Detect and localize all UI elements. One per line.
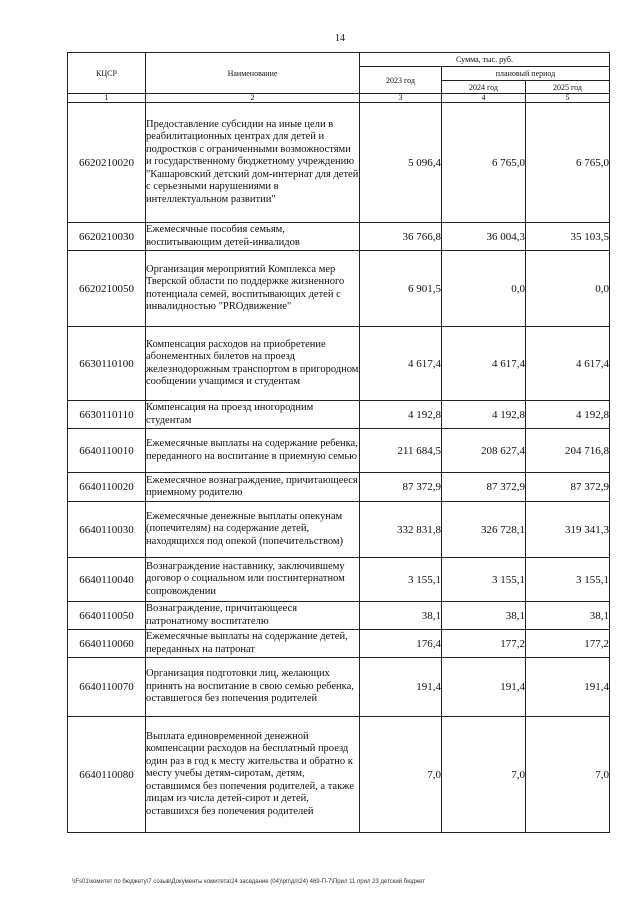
- row-name: Организация подготовки лиц, желающих принять на воспитание в свою семью ребенка, оставшегося без попечения родителей: [146, 658, 360, 717]
- row-code: 6620210030: [68, 223, 146, 251]
- row-value-2024: 4 617,4: [442, 327, 526, 401]
- row-value-2024: 0,0: [442, 251, 526, 327]
- header-code: КЦСР: [68, 53, 146, 94]
- table-row: [68, 473, 610, 502]
- table-row: [68, 327, 610, 401]
- table-row: [68, 630, 610, 658]
- row-value-2025: 4 617,4: [526, 327, 610, 401]
- row-value-2023: 191,4: [360, 658, 442, 717]
- document-file-path: \\Fs01\комитет по бюджету\7 созыв\Документы комитета\24 заседание (04)\рп\дп\24) 469-П-7\Прил 11 прил 23 детский бюджет: [72, 879, 425, 885]
- column-number: 3: [360, 94, 442, 103]
- row-value-2024: 208 627,4: [442, 429, 526, 473]
- row-name: Организация мероприятий Комплекса мер Тверской области по поддержке жизненного потенциала семей, воспитывающих детей с инвалидностью "PROдвижение": [146, 251, 360, 327]
- row-name: Ежемесячное вознаграждение, причитающееся приемному родителю: [146, 473, 360, 502]
- page-number: 14: [335, 33, 345, 44]
- row-value-2024: 191,4: [442, 658, 526, 717]
- row-name: Вознаграждение, причитающееся патронатному воспитателю: [146, 602, 360, 630]
- row-code: 6640110050: [68, 602, 146, 630]
- table-row: [68, 558, 610, 602]
- row-code: 6620210050: [68, 251, 146, 327]
- row-value-2024: 177,2: [442, 630, 526, 658]
- row-value-2023: 176,4: [360, 630, 442, 658]
- table-row: [68, 658, 610, 717]
- row-value-2023: 211 684,5: [360, 429, 442, 473]
- header-year-2023: 2023 год: [360, 67, 442, 94]
- row-code: 6640110060: [68, 630, 146, 658]
- row-value-2023: 332 831,8: [360, 502, 442, 558]
- row-code: 6630110100: [68, 327, 146, 401]
- row-value-2025: 204 716,8: [526, 429, 610, 473]
- row-code: 6630110110: [68, 401, 146, 429]
- header-sum: Сумма, тыс. руб.: [360, 53, 610, 67]
- row-value-2025: 35 103,5: [526, 223, 610, 251]
- header-name: Наименование: [146, 53, 360, 94]
- column-number: 2: [146, 94, 360, 103]
- row-name: Вознаграждение наставнику, заключившему договор о социальном или постинтернатном сопровождении: [146, 558, 360, 602]
- header-planned-period: плановый период: [442, 67, 610, 81]
- row-name: Ежемесячные выплаты на содержание ребенка, переданного на воспитание в приемную семью: [146, 429, 360, 473]
- row-name: Компенсация на проезд иногородним студентам: [146, 401, 360, 429]
- row-name: Ежемесячные пособия семьям, воспитывающим детей-инвалидов: [146, 223, 360, 251]
- row-value-2023: 5 096,4: [360, 103, 442, 223]
- row-value-2025: 191,4: [526, 658, 610, 717]
- table-row: [68, 401, 610, 429]
- row-value-2023: 38,1: [360, 602, 442, 630]
- row-value-2025: 6 765,0: [526, 103, 610, 223]
- row-code: 6640110040: [68, 558, 146, 602]
- table-row: [68, 251, 610, 327]
- row-name: Компенсация расходов на приобретение абонементных билетов на проезд железнодорожным транспортом в пригородном сообщении учащимся и студентам: [146, 327, 360, 401]
- table-row: [68, 103, 610, 223]
- row-value-2025: 0,0: [526, 251, 610, 327]
- row-value-2023: 36 766,8: [360, 223, 442, 251]
- row-value-2023: 7,0: [360, 717, 442, 833]
- row-value-2025: 7,0: [526, 717, 610, 833]
- budget-table: [67, 52, 610, 833]
- row-value-2025: 38,1: [526, 602, 610, 630]
- row-code: 6620210020: [68, 103, 146, 223]
- row-code: 6640110070: [68, 658, 146, 717]
- table-row: [68, 502, 610, 558]
- row-value-2023: 4 617,4: [360, 327, 442, 401]
- header-year-2024: 2024 год: [442, 81, 526, 94]
- row-name: Ежемесячные денежные выплаты опекунам (попечителям) на содержание детей, находящихся под опекой (попечительством): [146, 502, 360, 558]
- table-row: [68, 717, 610, 833]
- row-name: Ежемесячные выплаты на содержание детей, переданных на патронат: [146, 630, 360, 658]
- row-value-2024: 4 192,8: [442, 401, 526, 429]
- row-value-2025: 319 341,3: [526, 502, 610, 558]
- row-value-2024: 326 728,1: [442, 502, 526, 558]
- table-row: [68, 602, 610, 630]
- row-code: 6640110030: [68, 502, 146, 558]
- row-code: 6640110020: [68, 473, 146, 502]
- header-year-2025: 2025 год: [526, 81, 610, 94]
- row-name: Предоставление субсидии на иные цели в реабилитационных центрах для детей и подростков с ограниченными возможностями и государственному бюджетному учреждению "Кашаровский детский дом-интернат для детей с серьезными нарушениями в интеллектуальном развитии": [146, 103, 360, 223]
- table-row: [68, 223, 610, 251]
- row-value-2024: 38,1: [442, 602, 526, 630]
- row-value-2025: 87 372,9: [526, 473, 610, 502]
- table-row: [68, 429, 610, 473]
- row-value-2025: 177,2: [526, 630, 610, 658]
- row-value-2024: 3 155,1: [442, 558, 526, 602]
- row-value-2024: 7,0: [442, 717, 526, 833]
- row-value-2024: 36 004,3: [442, 223, 526, 251]
- row-value-2025: 4 192,8: [526, 401, 610, 429]
- row-value-2023: 6 901,5: [360, 251, 442, 327]
- row-value-2024: 6 765,0: [442, 103, 526, 223]
- column-number: 5: [526, 94, 610, 103]
- row-code: 6640110010: [68, 429, 146, 473]
- column-number-row: [68, 94, 610, 103]
- row-value-2023: 4 192,8: [360, 401, 442, 429]
- row-name: Выплата единовременной денежной компенсации расходов на бесплатный проезд один раз в год к месту жительства и обратно к месту учебы детям-сиротам, детям, оставшимся без попечения родителей, а также лицам из числа детей-сирот и детей, оставшихся без попечения родителей: [146, 717, 360, 833]
- row-code: 6640110080: [68, 717, 146, 833]
- row-value-2023: 87 372,9: [360, 473, 442, 502]
- row-value-2024: 87 372,9: [442, 473, 526, 502]
- row-value-2025: 3 155,1: [526, 558, 610, 602]
- row-value-2023: 3 155,1: [360, 558, 442, 602]
- column-number: 4: [442, 94, 526, 103]
- column-number: 1: [68, 94, 146, 103]
